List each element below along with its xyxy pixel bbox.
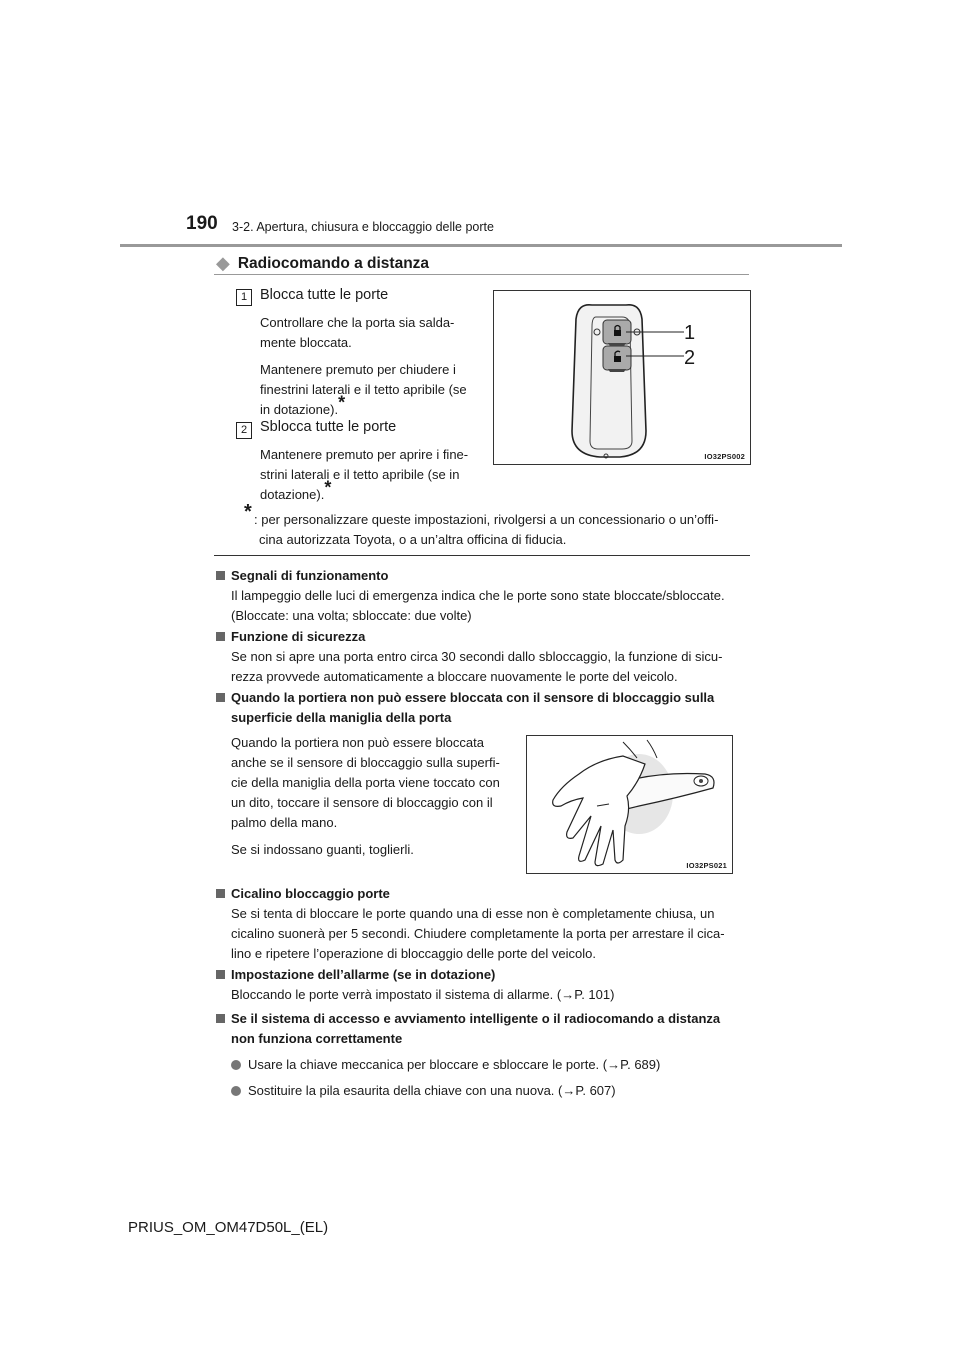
footnote-mark: * [338,392,346,413]
item-1-number [236,287,252,306]
figure-code: IO32PS002 [704,452,745,461]
door-handle-figure [526,735,733,874]
key-fob-illustration [494,291,750,464]
footnote-mark: * [244,501,252,523]
footnote: * : per personalizzare queste impostazioni, rivolgersi a un concessionario o un’offi- cina autorizzata Toyota, o a un’altra officina di fiducia. [244,501,719,547]
note-sensore: Quando la portiera non può essere bloccata con il sensore di bloccaggio sulla superficie della maniglia della porta [216,688,750,728]
circle-bullet-icon [231,1086,241,1096]
footnote-mark: * [324,477,332,498]
item-2-title: Sblocca tutte le porte [260,419,397,435]
subsection-divider [214,274,749,275]
notes-divider [214,555,750,556]
page-number: 190 [186,213,218,234]
square-bullet-icon [216,970,225,979]
callout-1: 1 [684,322,696,344]
note-accesso: Se il sistema di accesso e avviamento intelligente o il radiocomando a distanza non funziona correttamente Usare la chiave meccanica per bloccare e sbloccare le porte. (→P. 689) Sostituire la pila esaurita della chiave con una nuova. (→P. 607) [216,1009,750,1101]
header-divider [120,244,842,247]
callout-2: 2 [684,347,696,369]
key-fob-figure [493,290,751,465]
square-bullet-icon [216,693,225,702]
document-code: PRIUS_OM_OM47D50L_(EL) [128,1219,329,1236]
number-badge: 1 [236,289,252,306]
square-bullet-icon [216,1014,225,1023]
note-sensore-desc: Quando la portiera non può essere bloccata anche se il sensore di bloccaggio sulla superfi- cie della maniglia della porta viene toccato con un dito, toccare il sensore di bloccaggio con il palmo della mano. Se si indossano guanti, toglierli. [231,735,500,857]
diamond-icon: ◆ [216,253,230,273]
note-allarme: Impostazione dell’allarme (se in dotazione) Bloccando le porte verrà impostato il sistema di allarme. (→P. 101) [216,965,750,1005]
section-title: 3-2. Apertura, chiusura e bloccaggio delle porte [232,220,494,234]
circle-bullet-icon [231,1060,241,1070]
square-bullet-icon [216,571,225,580]
figure-code: IO32PS021 [686,861,727,870]
item-2-desc: Mantenere premuto per aprire i fine- strini laterali e il tetto apribile (se in dotazione).* [260,447,469,502]
note-segnali: Segnali di funzionamento Il lampeggio delle luci di emergenza indica che le porte sono state bloccate/sbloccate. (Bloccate: una volta; sbloccate: due volte) [216,566,750,626]
subsection-heading [216,253,429,274]
item-1-desc: Controllare che la porta sia salda- mente bloccata. Mantenere premuto per chiudere i finestrini laterali e il tetto apribile (se in dotazione).* [260,315,467,417]
hand-door-handle-illustration [527,736,732,873]
number-badge: 2 [236,422,252,439]
note-sicurezza: Funzione di sicurezza Se non si apre una porta entro circa 30 secondi dallo sbloccaggio, la funzione di sicu- rezza provvede automaticamente a bloccare nuovamente le porte del veicolo. [216,627,750,687]
square-bullet-icon [216,632,225,641]
item-2-number [236,420,252,439]
note-cicalino: Cicalino bloccaggio porte Se si tenta di bloccare le porte quando una di esse non è completamente chiusa, un cicalino suonerà per 5 secondi. Chiudere completamente la porta per arrestare il cica- lino e ripetere l’operazione di bloccaggio delle porte del veicolo. [216,884,750,964]
square-bullet-icon [216,889,225,898]
item-1-title: Blocca tutte le porte [260,287,389,303]
subsection-title: Radiocomando a distanza [237,254,430,272]
